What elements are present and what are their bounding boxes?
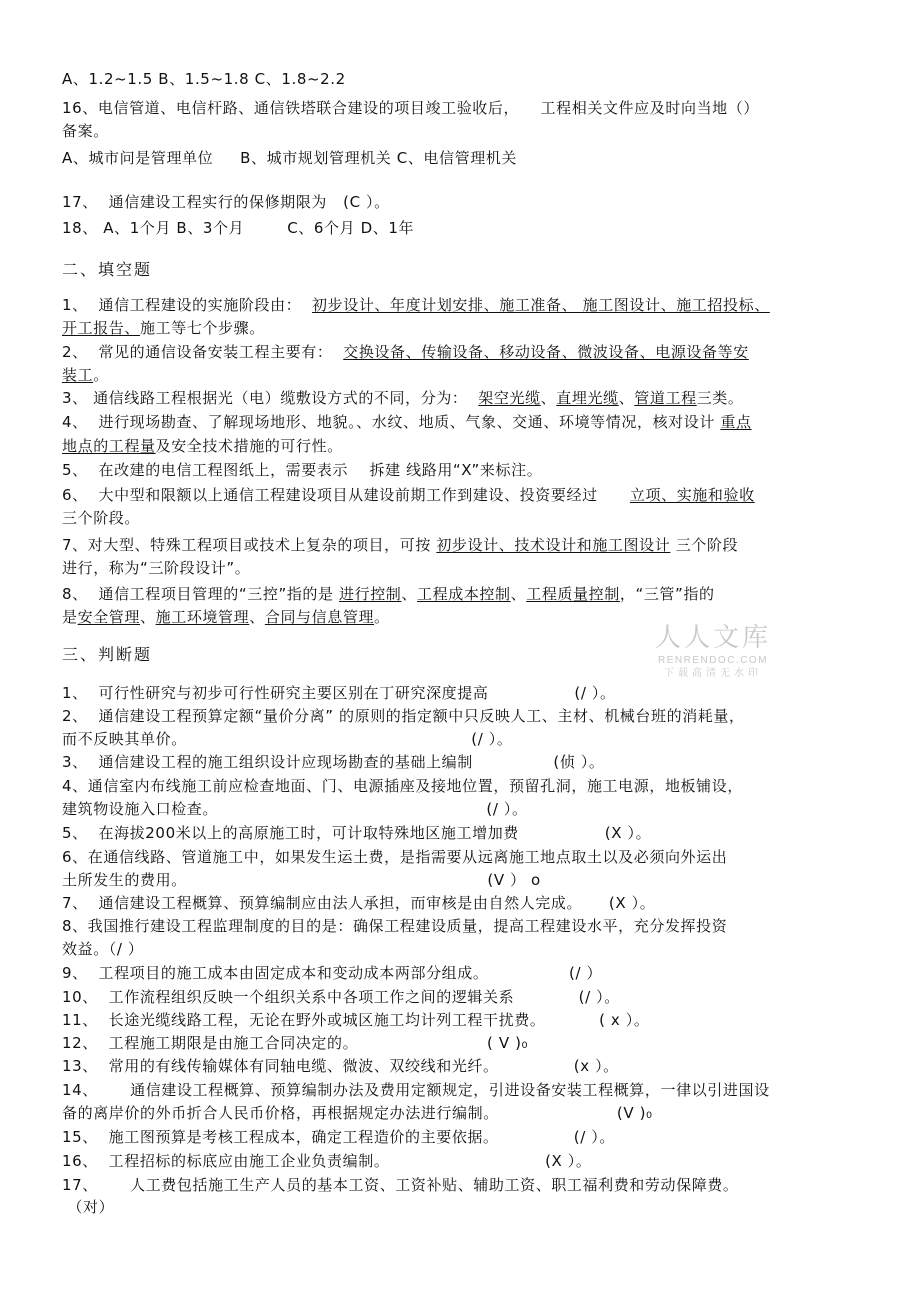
watermark-slogan: 下载高清无水印 [664, 668, 762, 679]
fill-q7-cont: 进行，称为“三阶段设计”。 [62, 559, 251, 577]
fill-q5: 5、 在改建的电信工程图纸上，需要表示 拆建 线路用“X”来标注。 [62, 461, 543, 479]
watermark-site: RENRENDOC.COM [657, 655, 769, 666]
judge-q12: 12、 工程施工期限是由施工合同决定的。 ( V )₀ [62, 1034, 529, 1052]
judge-q6-cont: 土所发生的费用。 (V ） o [62, 871, 541, 889]
judge-q16: 16、 工程招标的标底应由施工企业负责编制。 (X ）。 [62, 1152, 592, 1170]
fill-q4-cont: 地点的工程量及安全技术措施的可行性。 [62, 437, 343, 455]
judge-q4-cont: 建筑物设施入口检查。 (/ ）。 [62, 800, 528, 818]
judge-q2-cont: 而不反映其单价。 (/ ）。 [62, 730, 513, 748]
fill-q1-cont: 开工报告、施工等七个步骤。 [62, 319, 265, 337]
mc-options-18: 18、 A、1个月 B、3个月 C、6个月 D、1年 [62, 219, 415, 237]
fill-q2: 2、 常见的通信设备安装工程主要有： 交换设备、传输设备、移动设备、微波设备、电源设备等安 [62, 343, 749, 361]
mc-options-line: A、1.2~1.5 B、1.5~1.8 C、1.8~2.2 [62, 70, 346, 88]
judge-q3: 3、 通信建设工程的施工组织设计应现场勘查的基础上编制 (侦 ）。 [62, 753, 605, 771]
fill-q2-cont: 装工。 [62, 366, 109, 384]
judge-q8-cont: 效益。（/ ） [62, 940, 144, 958]
judge-q17: 17、 人工费包括施工生产人员的基本工资、工资补贴、辅助工资、职工福利费和劳动保障费。 [62, 1176, 739, 1194]
judge-q10: 10、 工作流程组织反映一个组织关系中各项工作之间的逻辑关系 (/ ）。 [62, 988, 620, 1006]
judge-q17-answer: （对） [62, 1198, 115, 1216]
fill-q3: 3、 通信线路工程根据光（电）缆敷设方式的不同，分为： 架空光缆、直埋光缆、管道工程三类。 [62, 389, 744, 407]
judge-q13: 13、 常用的有线传输媒体有同轴电缆、微波、双绞线和光纤。 (x ）。 [62, 1057, 619, 1075]
fill-q8-cont: 是安全管理、施工环境管理、合同与信息管理。 [62, 608, 390, 626]
judge-q11: 11、 长途光缆线路工程，无论在野外或城区施工均计列工程干扰费。 ( x ）。 [62, 1011, 650, 1029]
fill-q7: 7、对大型、特殊工程项目或技术上复杂的项目，可按 初步设计、技术设计和施工图设计 三个阶段 [62, 536, 739, 554]
judge-q6: 6、在通信线路、管道施工中，如果发生运土费，是指需要从远离施工地点取土以及必须向外运出 [62, 848, 728, 866]
judge-q9: 9、 工程项目的施工成本由固定成本和变动成本两部分组成。 (/ ） [62, 964, 603, 982]
judge-q8: 8、我国推行建设工程监理制度的目的是：确保工程建设质量，提高工程建设水平，充分发挥投资 [62, 917, 728, 935]
judge-q14-cont: 备的离岸价的外币折合人民币价格，再根据规定办法进行编制。 (V )₀ [62, 1104, 653, 1122]
mc-question-16: 16、电信管道、电信杆路、通信铁塔联合建设的项目竣工验收后， 工程相关文件应及时向当地（） [62, 99, 759, 117]
fill-q6-cont: 三个阶段。 [62, 509, 141, 527]
mc-question-16-cont: 备案。 [62, 122, 109, 140]
fill-q6: 6、 大中型和限额以上通信工程建设项目从建设前期工作到建设、投资要经过 立项、实施和验收 [62, 486, 755, 504]
judge-q7: 7、 通信建设工程概算、预算编制应由法人承担，而审核是由自然人完成。 (X ）。 [62, 894, 656, 912]
fill-q1: 1、 通信工程建设的实施阶段由： 初步设计、年度计划安排、施工准备、 施工图设计、施工招投标、 [62, 296, 770, 314]
section-heading-fill: 二、填空题 [62, 260, 153, 279]
judge-q2: 2、 通信建设工程预算定额“量价分离” 的原则的指定额中只反映人工、主材、机械台班的消耗量， [62, 707, 745, 725]
judge-q5: 5、 在海拔200米以上的高原施工时，可计取特殊地区施工增加费 (X ）。 [62, 824, 652, 842]
judge-q4: 4、通信室内布线施工前应检查地面、门、电源插座及接地位置，预留孔洞，施工电源，地板铺设， [62, 777, 743, 795]
watermark-title: 人人文库 [654, 623, 771, 653]
fill-q8: 8、 通信工程项目管理的“三控”指的是 进行控制、工程成本控制、工程质量控制，“三管”指的 [62, 585, 715, 603]
judge-q14: 14、 通信建设工程概算、预算编制办法及费用定额规定，引进设备安装工程概算，一律以引进国设 [62, 1081, 770, 1099]
mc-question-17: 17、 通信建设工程实行的保修期限为 (C ）。 [62, 193, 390, 211]
watermark [648, 622, 778, 681]
judge-q15: 15、 施工图预算是考核工程成本，确定工程造价的主要依据。 (/ ）。 [62, 1128, 615, 1146]
fill-q4: 4、 进行现场勘查、了解现场地形、地貌。、水纹、地质、气象、交通、环境等情况，核对设计 重点 [62, 413, 752, 431]
section-heading-judge: 三、判断题 [62, 645, 153, 664]
judge-q1: 1、 可行性研究与初步可行性研究主要区别在丁研究深度提高 (/ ）。 [62, 684, 616, 702]
mc-options-16: A、城市问是管理单位 B、城市规划管理机关 C、电信管理机关 [62, 149, 518, 167]
